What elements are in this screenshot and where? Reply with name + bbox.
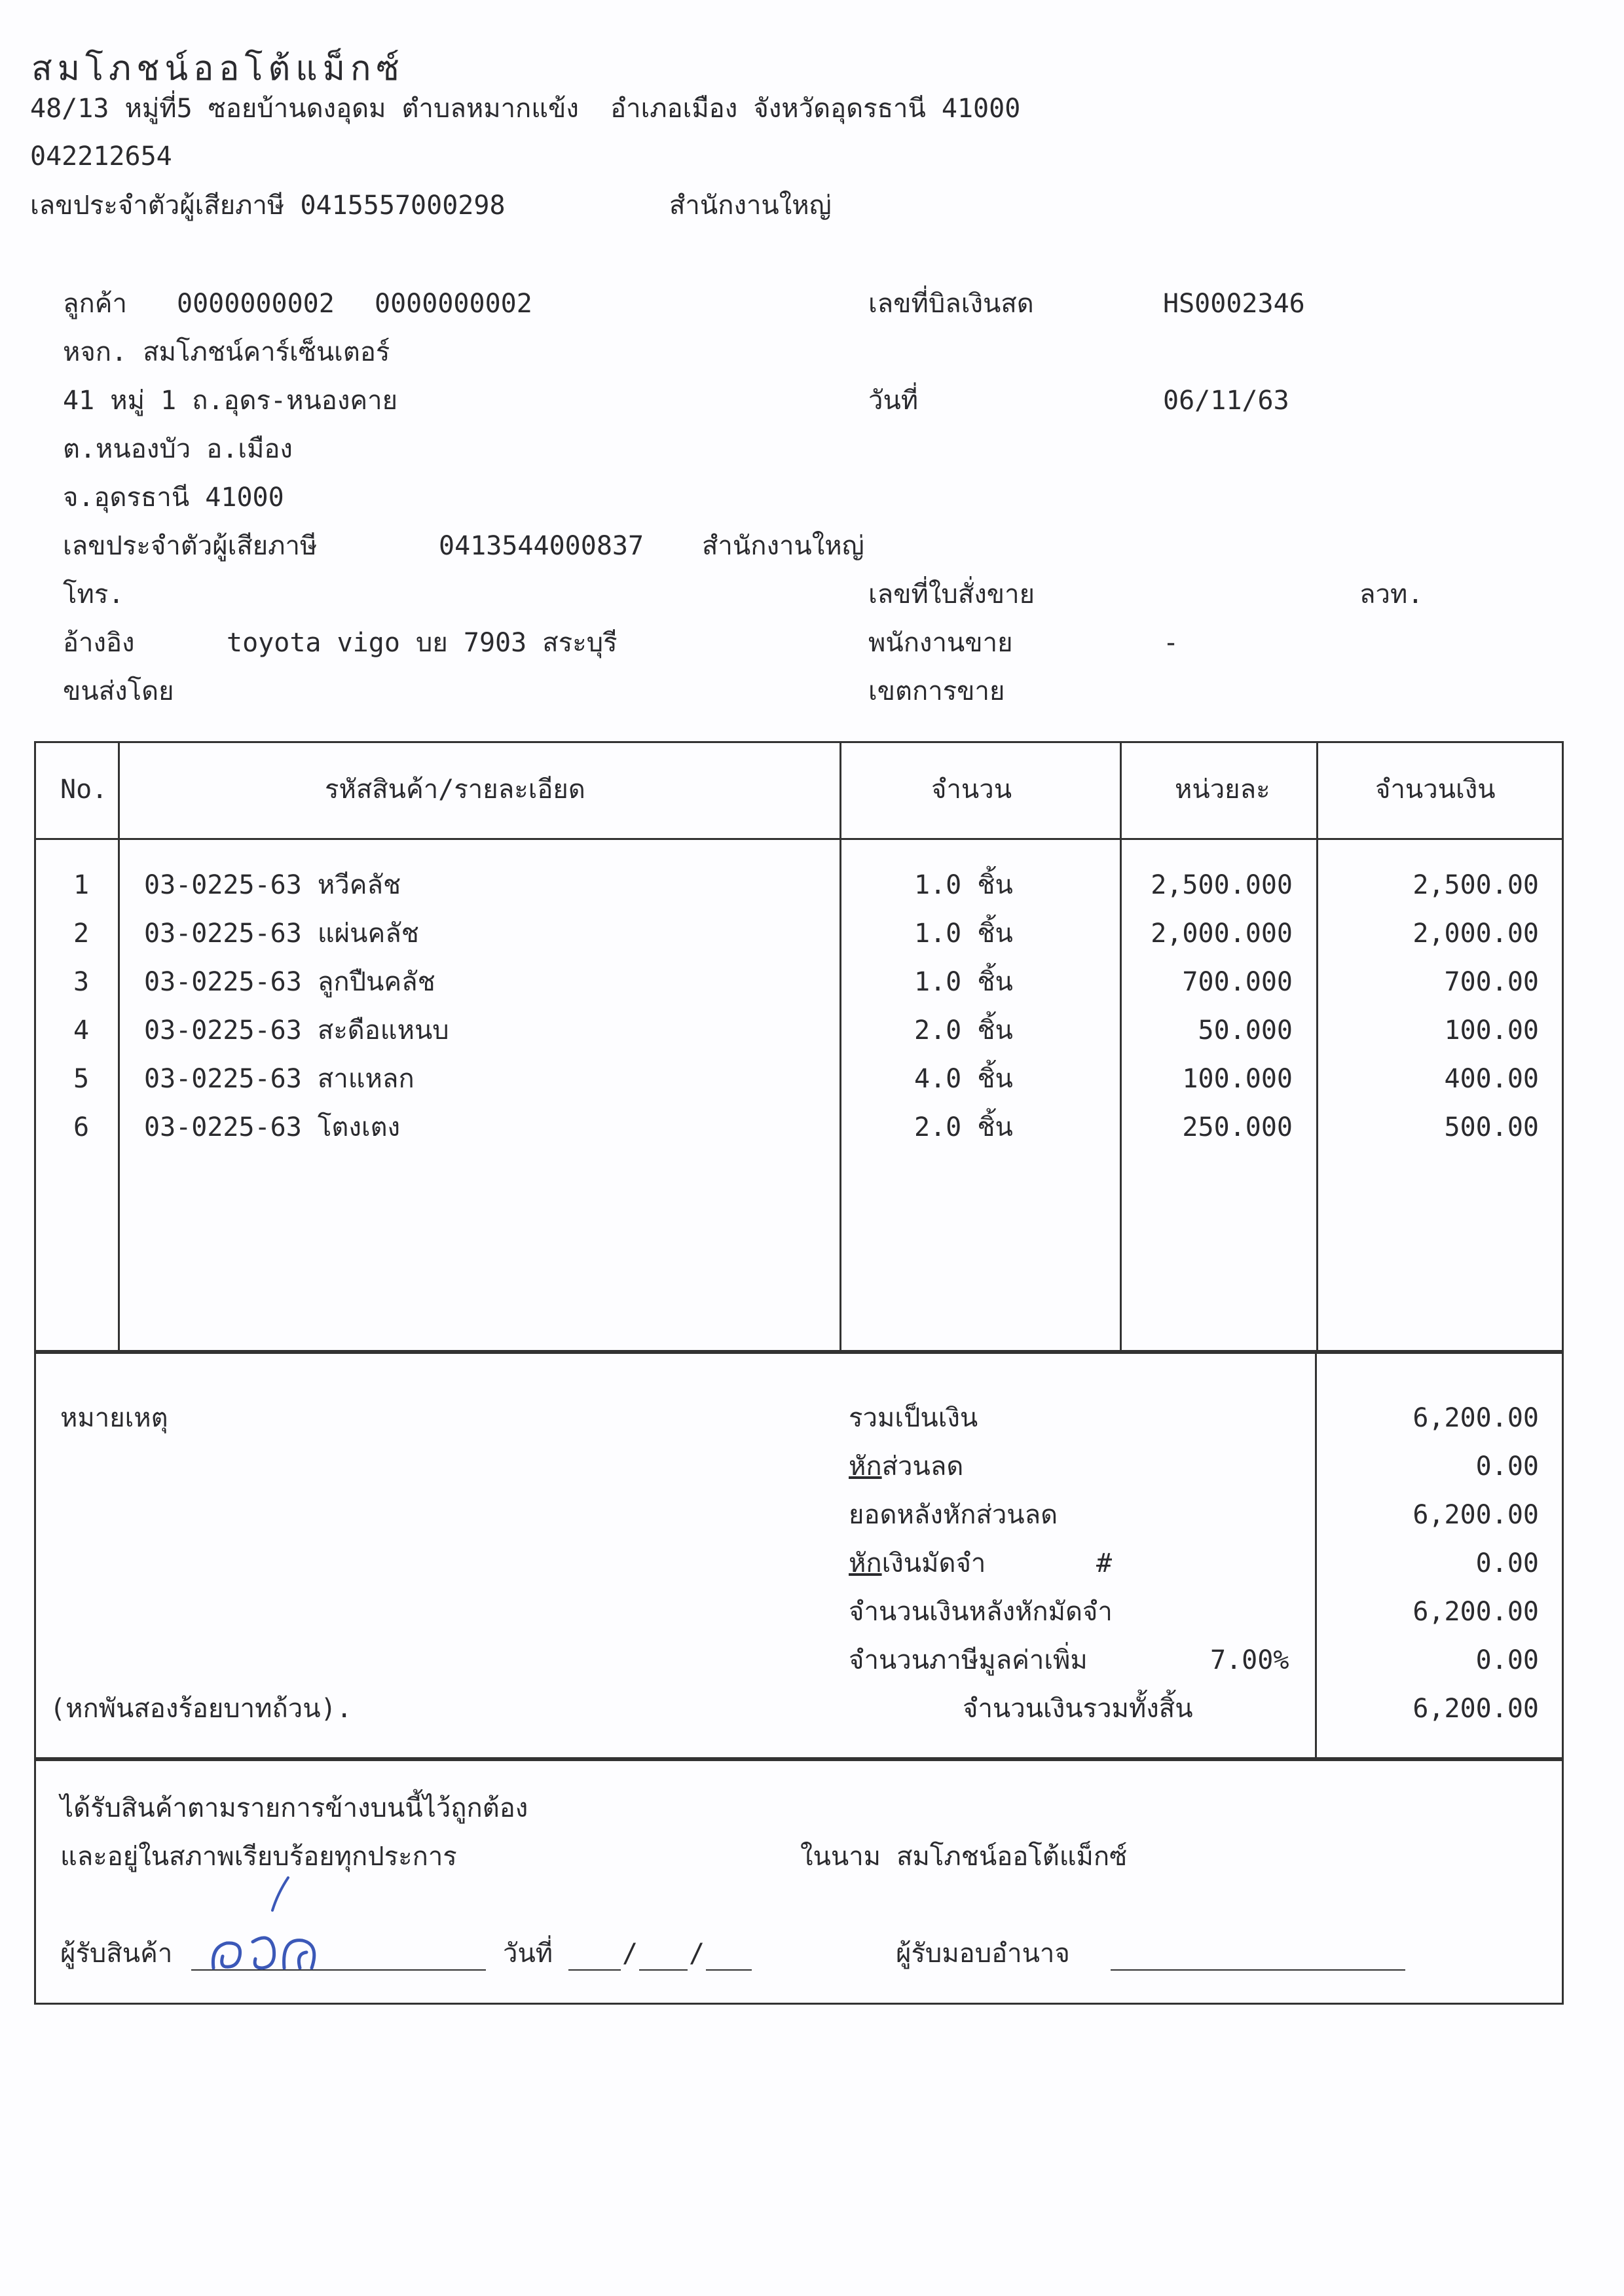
header-quantity: จำนวน (931, 774, 1012, 805)
row-quantity: 4.0 ชิ้น (914, 1064, 1013, 1094)
remark-label: หมายเหตุ (60, 1403, 168, 1433)
discount-label (849, 1451, 963, 1482)
authorized-signature-line (1111, 1969, 1405, 1971)
sales-order-extra: ลวท. (1359, 579, 1424, 610)
row-amount: 2,500.00 (1412, 870, 1539, 900)
date-slash-2: / (689, 1939, 705, 1969)
discount-value: 0.00 (1475, 1451, 1539, 1482)
received-line2: และอยู่ในสภาพเรียบร้อยทุกประการ (60, 1842, 457, 1872)
row-unit-price: 50.000 (1198, 1015, 1293, 1046)
row-no: 2 (73, 919, 90, 949)
row-no: 1 (73, 870, 90, 900)
receive-year-blank (706, 1969, 752, 1971)
receiver-signature (196, 1870, 367, 1981)
row-unit-price: 700.000 (1182, 967, 1293, 997)
col-divider (1120, 741, 1122, 1350)
deposit-prefix: หัก (849, 1548, 882, 1578)
row-no: 5 (73, 1064, 90, 1094)
col-divider (1316, 741, 1318, 1350)
row-quantity: 1.0 ชิ้น (914, 967, 1013, 997)
customer-tax-label: เลขประจำตัวผู้เสียภาษี (63, 531, 318, 561)
receiver-label: ผู้รับสินค้า (60, 1939, 173, 1969)
customer-branch: สำนักงานใหญ่ (702, 531, 864, 561)
discount-text: ส่วนลด (881, 1451, 964, 1482)
reference-value: toyota vigo บย 7903 สระบุรี (227, 628, 618, 658)
receive-month-blank (639, 1969, 688, 1971)
company-phone: 042212654 (30, 141, 172, 172)
company-tax-id: เลขประจำตัวผู้เสียภาษี 0415557000298 (30, 191, 506, 221)
customer-code1: 0000000002 (177, 289, 335, 319)
row-description: 03-0225-63 ลูกปืนคลัช (144, 967, 435, 997)
row-description: 03-0225-63 สะดือแหนบ (144, 1015, 449, 1046)
deposit-hash: # (1096, 1548, 1113, 1578)
row-quantity: 1.0 ชิ้น (914, 870, 1013, 900)
sales-order-label: เลขที่ใบสั่งขาย (868, 579, 1035, 610)
row-unit-price: 2,000.000 (1151, 919, 1293, 949)
summary-divider (1315, 1350, 1317, 1758)
customer-code2: 0000000002 (375, 289, 532, 319)
bill-date-value: 06/11/63 (1163, 386, 1289, 416)
subtotal-value: 6,200.00 (1412, 1403, 1539, 1433)
deposit-value: 0.00 (1475, 1548, 1539, 1578)
row-quantity: 2.0 ชิ้น (914, 1112, 1013, 1142)
header-amount: จำนวนเงิน (1375, 774, 1496, 805)
row-amount: 100.00 (1444, 1015, 1539, 1046)
items-table (34, 741, 1564, 1354)
row-description: 03-0225-63 หวีคลัช (144, 870, 401, 900)
row-quantity: 2.0 ชิ้น (914, 1015, 1013, 1046)
row-unit-price: 2,500.000 (1151, 870, 1293, 900)
row-no: 4 (73, 1015, 90, 1046)
col-divider (840, 741, 841, 1350)
vat-rate: 7.00% (1210, 1645, 1289, 1675)
header-unit-price: หน่วยละ (1175, 774, 1270, 805)
salesperson-label: พนักงานขาย (868, 628, 1013, 658)
deposit-label (849, 1548, 986, 1579)
sales-area-label: เขตการขาย (868, 676, 1005, 706)
row-description: 03-0225-63 สาแหลก (144, 1064, 415, 1094)
authorized-label: ผู้รับมอบอำนาจ (896, 1939, 1070, 1969)
col-divider (118, 741, 120, 1350)
company-branch: สำนักงานใหญ่ (669, 191, 832, 221)
after-deposit-value: 6,200.00 (1412, 1597, 1539, 1627)
customer-addr1: 41 หมู่ 1 ถ.อุดร-หนองคาย (63, 386, 398, 416)
bill-no-value: HS0002346 (1163, 289, 1305, 319)
after-deposit-label: จำนวนเงินหลังหักมัดจำ (849, 1597, 1113, 1627)
deposit-text: เงินมัดจำ (881, 1548, 986, 1578)
customer-phone-label: โทร. (63, 579, 124, 610)
header-description: รหัสสินค้า/รายละเอียด (325, 774, 585, 805)
row-amount: 2,000.00 (1412, 919, 1539, 949)
row-quantity: 1.0 ชิ้น (914, 919, 1013, 949)
shipping-label: ขนส่งโดย (63, 676, 174, 706)
bill-no-label: เลขที่บิลเงินสด (868, 289, 1034, 319)
on-behalf-of: ในนาม สมโภชน์ออโต้แม็กซ์ (800, 1842, 1128, 1872)
received-line1: ได้รับสินค้าตามรายการข้างบนนี้ไว้ถูกต้อง (60, 1793, 528, 1823)
row-no: 6 (73, 1112, 90, 1142)
company-address: 48/13 หมู่ที่5 ซอยบ้านดงอุดม ตำบลหมากแข้ง อำเภอเมือง จังหวัดอุดรธานี 41000 (30, 94, 1021, 124)
grand-total-label: จำนวนเงินรวมทั้งสิ้น (963, 1694, 1193, 1724)
customer-name: หจก. สมโภชน์คาร์เซ็นเตอร์ (63, 337, 390, 367)
header-no: No. (60, 774, 108, 805)
row-unit-price: 100.000 (1182, 1064, 1293, 1094)
row-description: 03-0225-63 แผ่นคลัช (144, 919, 419, 949)
receive-day-blank (568, 1969, 621, 1971)
row-amount: 500.00 (1444, 1112, 1539, 1142)
salesperson-value: - (1163, 628, 1179, 658)
date-slash-1: / (622, 1939, 638, 1969)
customer-addr3: จ.อุดรธานี 41000 (63, 483, 284, 513)
after-discount-label: ยอดหลังหักส่วนลด (849, 1500, 1058, 1530)
customer-tax-id: 0413544000837 (439, 531, 644, 561)
receive-date-label: วันที่ (503, 1939, 553, 1969)
company-name: สมโภชน์ออโต้แม็กซ์ (31, 49, 405, 88)
row-amount: 400.00 (1444, 1064, 1539, 1094)
row-no: 3 (73, 967, 90, 997)
after-discount-value: 6,200.00 (1412, 1500, 1539, 1530)
discount-prefix: หัก (849, 1451, 882, 1482)
row-amount: 700.00 (1444, 967, 1539, 997)
row-unit-price: 250.000 (1182, 1112, 1293, 1142)
bill-date-label: วันที่ (868, 386, 919, 416)
table-header-divider (34, 838, 1562, 840)
customer-addr2: ต.หนองบัว อ.เมือง (63, 434, 293, 464)
customer-label: ลูกค้า (63, 289, 127, 319)
vat-label: จำนวนภาษีมูลค่าเพิ่ม (849, 1645, 1088, 1675)
row-description: 03-0225-63 โตงเตง (144, 1112, 401, 1142)
subtotal-label: รวมเป็นเงิน (849, 1403, 978, 1433)
vat-value: 0.00 (1475, 1645, 1539, 1675)
reference-label: อ้างอิง (63, 628, 135, 658)
amount-in-words: (หกพันสองร้อยบาทถ้วน). (50, 1694, 352, 1724)
grand-total-value: 6,200.00 (1412, 1694, 1539, 1724)
